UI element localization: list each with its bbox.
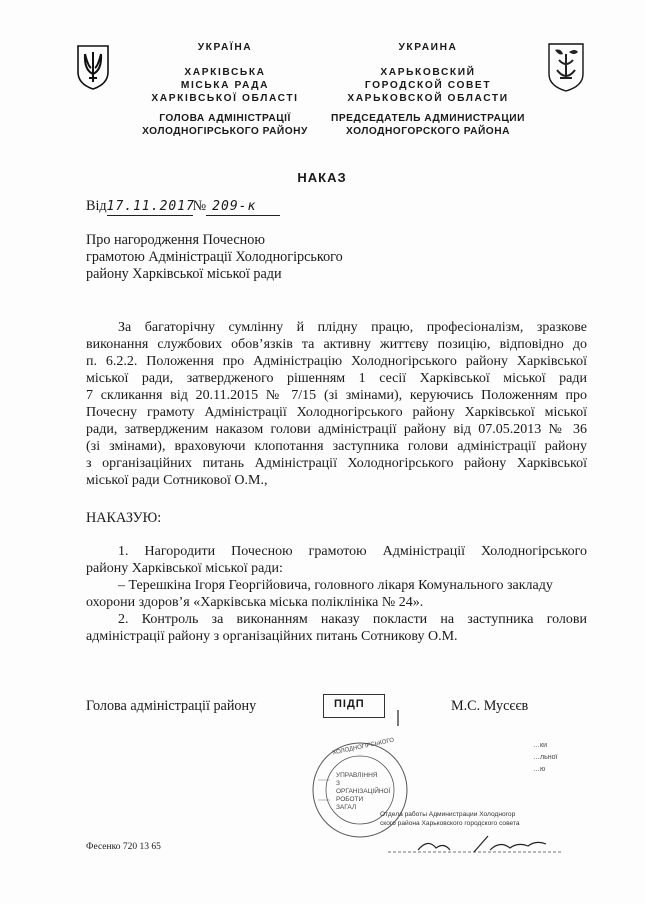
order-item-1 — [86, 543, 587, 577]
signature-stamp-box — [323, 694, 385, 718]
order-item-line: 1. Нагородити Почесною грамотою Адміністрації Холодногірського — [118, 544, 587, 559]
round-seal-inner-line: РОБОТИ — [336, 796, 364, 803]
preamble — [86, 319, 587, 489]
header-right-office-line: ПРЕДСЕДАТЕЛЬ АДМИНИСТРАЦИИ — [331, 113, 525, 124]
date-value: 17.11.2017 — [106, 199, 195, 214]
header-left-council — [140, 66, 310, 105]
header-right-country: УКРАИНА — [398, 42, 458, 53]
signature-stamp-text: ПІДП — [334, 698, 365, 710]
header-left — [140, 41, 310, 54]
copy-stamp-dept — [380, 810, 575, 828]
order-item-line: адміністрації району з організаційних питань Сотникову О.М. — [86, 629, 458, 644]
header-right-council-line: ХАРЬКОВСКИЙ — [380, 67, 476, 78]
kharkiv-coat-of-arms-icon — [547, 42, 585, 92]
header-left-office — [130, 112, 320, 138]
header-right-office — [318, 112, 538, 138]
header-right — [338, 41, 518, 54]
preamble-line: міської ради Сотникової О.М., — [86, 473, 268, 488]
subject — [86, 232, 426, 283]
preamble-line: ради, затвердженим наказом голови адміністрації району від 07.05.2013 № 36 — [86, 422, 587, 437]
date-line — [86, 198, 386, 216]
header-right-council-line: ХАРЬКОВСКОЙ ОБЛАСТИ — [347, 93, 509, 104]
header-left-country: УКРАЇНА — [197, 42, 253, 53]
subject-line: району Харківської міської ради — [86, 266, 282, 282]
copy-stamp-dept-line: Отдела работы Администрации Холодногор — [380, 811, 516, 818]
preamble-line: (зі змінами), враховуючи клопотання заступника голови адміністрації району — [86, 439, 587, 454]
signature-position: Голова адміністрації району — [86, 698, 257, 714]
copy-stamp-side-line: …ю — [533, 766, 546, 773]
signature-tick-mark — [394, 708, 402, 728]
order-item-line: району Харківської міської ради: — [86, 561, 283, 576]
preamble-line: 7 скликання від 20.11.2015 № 7/15 (зі змінами), керуючись Положенням про — [86, 388, 587, 403]
order-item-line: 2. Контроль за виконанням наказу покласти на заступника голови — [118, 612, 587, 627]
preamble-line: виконання службових обов’язків та активну життєву позицію, відповідно до — [86, 337, 587, 352]
round-seal-inner-line: ЗАГАЛ — [336, 804, 357, 811]
subject-line: грамотою Адміністрації Холодногірського — [86, 249, 343, 265]
header-left-office-line: ГОЛОВА АДМІНІСТРАЦІЇ — [159, 113, 291, 124]
date-from-label: Від — [86, 198, 107, 214]
subject-line: Про нагородження Почесною — [86, 232, 265, 248]
ukraine-coat-of-arms-icon — [76, 44, 110, 90]
header-left-council-line: ХАРКІВСЬКА — [184, 67, 266, 78]
round-seal-ring-text: ХОЛОДНОГІРСЬКОГО — [332, 737, 395, 757]
number-label: № — [192, 198, 207, 214]
order-item-2 — [86, 611, 587, 645]
header-left-office-line: ХОЛОДНОГІРСЬКОГО РАЙОНУ — [142, 126, 308, 137]
doc-title: НАКАЗ — [297, 170, 347, 185]
round-seal-inner-line: УПРАВЛІННЯ — [336, 772, 378, 779]
header-right-office-line: ХОЛОДНОГОРСКОГО РАЙОНА — [346, 126, 510, 137]
signature-name: М.С. Мусєєв — [451, 698, 529, 714]
preamble-line: міської ради, затвердженого рішенням 1 сесії Харківської міської ради — [86, 371, 587, 386]
preamble-line: За багаторічну сумлінну й плідну працю, професіоналізм, зразкове — [118, 320, 587, 335]
copy-stamp-side-line: …ки — [533, 742, 547, 749]
preamble-line: з організаційних питань Адміністрації Холодногірського району Харківської — [86, 456, 587, 471]
round-seal-inner-line: З ОРГАНІЗАЦІЙНОЇ — [336, 780, 391, 795]
copy-stamp-side-line: …льної — [533, 754, 558, 761]
award-line: – Терешкіна Ігоря Георгійовича, головного лікаря Комунального закладу — [118, 578, 553, 593]
header-left-council-line: МІСЬКА РАДА — [180, 80, 270, 91]
copy-stamp — [378, 738, 573, 856]
copy-stamp-dept-line: ского района Харьковского городского совета — [380, 820, 520, 827]
header-right-council — [338, 66, 518, 105]
preamble-line: п. 6.2.2. Положення про Адміністрацію Холодногірського району Харківської — [86, 354, 587, 369]
preamble-line: Почесну грамоту Адміністрації Холодногірського району Харківської міської — [86, 405, 587, 420]
award-entry — [86, 577, 587, 611]
copy-stamp-side — [533, 740, 573, 776]
copy-stamp-signature-icon — [378, 830, 573, 860]
header-right-council-line: ГОРОДСКОЙ СОВЕТ — [364, 80, 492, 91]
header-left-council-line: ХАРКІВСЬКОЇ ОБЛАСТІ — [151, 93, 299, 104]
order-word: НАКАЗУЮ: — [86, 510, 162, 526]
number-value: 209-к — [206, 198, 280, 216]
award-line: охорони здоров’я «Харківська міська поліклініка № 24». — [86, 595, 424, 610]
executor-footer: Фесенко 720 13 65 — [86, 842, 161, 852]
